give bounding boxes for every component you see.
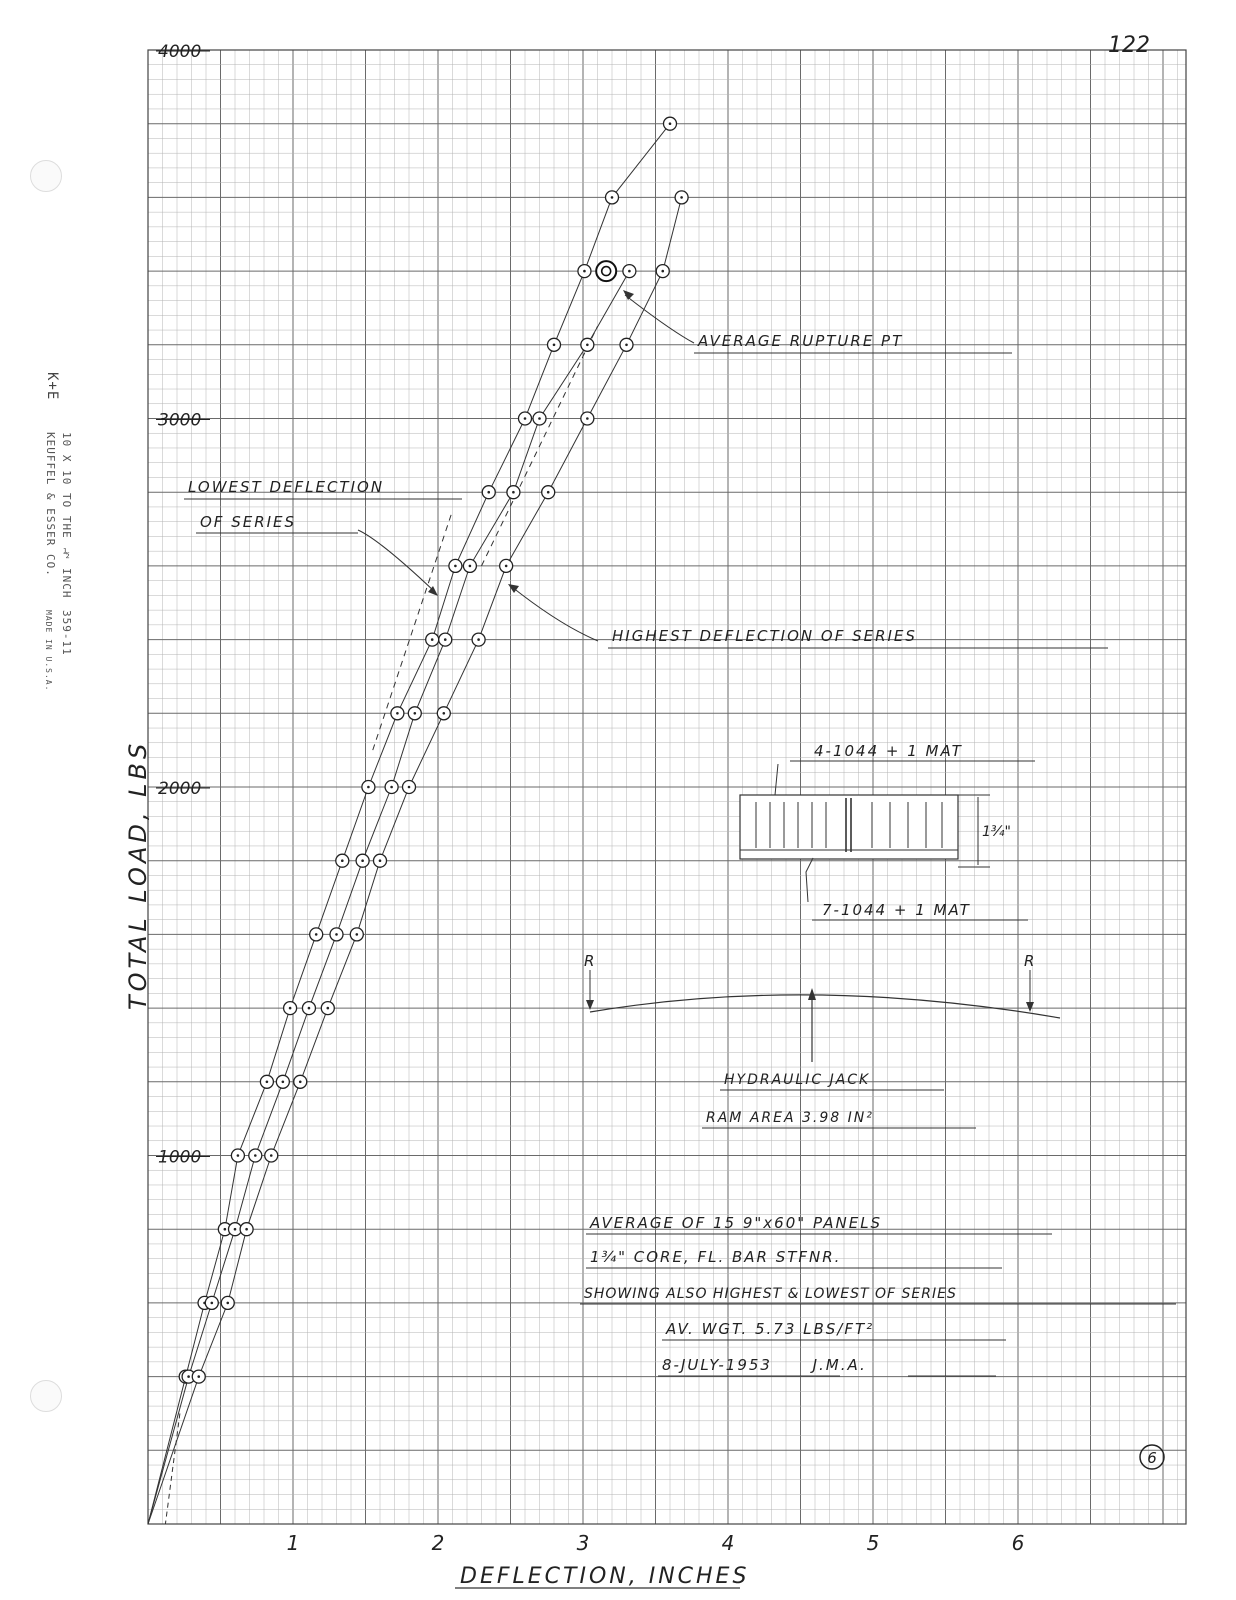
data-point-center bbox=[477, 638, 480, 641]
x-axis-label: DEFLECTION, INCHES bbox=[460, 1564, 750, 1589]
note-line-4: AV. WGT. 5.73 LBS/FT² bbox=[666, 1320, 875, 1338]
data-point-center bbox=[335, 933, 338, 936]
data-point-center bbox=[361, 859, 364, 862]
data-point-center bbox=[282, 1081, 285, 1084]
data-point-center bbox=[367, 786, 370, 789]
annotation-lowest-line2: OF SERIES bbox=[200, 513, 297, 531]
jack-label-1: HYDRAULIC JACK bbox=[724, 1072, 871, 1088]
data-point-center bbox=[443, 712, 446, 715]
page-number: 122 bbox=[1108, 33, 1150, 58]
data-point-center bbox=[187, 1375, 190, 1378]
paper-maker: KEUFFEL & ESSER CO. bbox=[44, 432, 57, 577]
paper-scale: 10 X 10 TO THE ½ INCH bbox=[60, 432, 73, 599]
section-thickness: 1¾" bbox=[982, 824, 1011, 840]
data-point-center bbox=[547, 491, 550, 494]
section-bottom-label: 7-1044 + 1 MAT bbox=[822, 901, 971, 919]
data-point-center bbox=[254, 1154, 257, 1157]
data-point-center bbox=[524, 417, 527, 420]
series-lines bbox=[148, 124, 682, 1524]
note-line-3: SHOWING ALSO HIGHEST & LOWEST OF SERIES bbox=[584, 1286, 957, 1302]
data-point-center bbox=[315, 933, 318, 936]
data-point-center bbox=[628, 270, 631, 273]
data-point-center bbox=[226, 1302, 229, 1305]
paper-code: 359-11 bbox=[60, 610, 73, 656]
data-point-center bbox=[396, 712, 399, 715]
section-top-label: 4-1044 + 1 MAT bbox=[814, 742, 963, 760]
data-point-center bbox=[505, 565, 508, 568]
paper-made-in: MADE IN U.S.A. bbox=[44, 610, 53, 692]
data-point-center bbox=[669, 122, 672, 125]
note-line-2: 1¾" CORE, FL. BAR STFNR. bbox=[590, 1248, 842, 1266]
data-point-center bbox=[299, 1081, 302, 1084]
y-axis-label: TOTAL LOAD, LBS bbox=[124, 739, 152, 1010]
reaction-left: R bbox=[584, 952, 595, 970]
data-point-center bbox=[680, 196, 683, 199]
data-point-center bbox=[454, 565, 457, 568]
sheet-number: 6 bbox=[1147, 1449, 1157, 1467]
panel-section-sketch bbox=[740, 764, 990, 902]
data-point-center bbox=[586, 417, 589, 420]
y-tick-label: 1000 bbox=[158, 1147, 202, 1168]
y-tick-label: 4000 bbox=[158, 42, 202, 62]
data-point-center bbox=[197, 1375, 200, 1378]
data-point-center bbox=[379, 859, 382, 862]
y-tick-label: 3000 bbox=[158, 410, 202, 431]
data-point-center bbox=[390, 786, 393, 789]
x-tick-label: 3 bbox=[576, 1531, 590, 1555]
note-line-1: AVERAGE OF 15 9"x60" PANELS bbox=[590, 1214, 883, 1232]
data-point-center bbox=[431, 638, 434, 641]
jack-label-2: RAM AREA 3.98 IN² bbox=[706, 1110, 874, 1126]
annotation-average-rupture: AVERAGE RUPTURE PT bbox=[698, 332, 904, 350]
data-point-center bbox=[356, 933, 359, 936]
x-tick-label: 4 bbox=[721, 1531, 735, 1555]
data-point-center bbox=[583, 270, 586, 273]
data-point-center bbox=[469, 565, 472, 568]
rupture-leader bbox=[625, 295, 694, 343]
x-tick-label: 5 bbox=[866, 1531, 880, 1555]
data-point-center bbox=[512, 491, 515, 494]
reaction-right: R bbox=[1024, 952, 1035, 970]
data-point-center bbox=[611, 196, 614, 199]
data-point-center bbox=[408, 786, 411, 789]
data-point-center bbox=[553, 344, 556, 347]
y-tick-label: 2000 bbox=[158, 779, 202, 799]
data-point-center bbox=[341, 859, 344, 862]
data-point-center bbox=[487, 491, 490, 494]
annotation-lowest-line1: LOWEST DEFLECTION bbox=[188, 478, 385, 496]
x-tick-label: 6 bbox=[1011, 1531, 1025, 1555]
data-point-center bbox=[245, 1228, 248, 1231]
data-point-center bbox=[237, 1154, 240, 1157]
data-point-center bbox=[270, 1154, 273, 1157]
data-point-center bbox=[234, 1228, 237, 1231]
data-point-center bbox=[414, 712, 417, 715]
data-point-center bbox=[625, 344, 628, 347]
note-line-5: 8-JULY-1953 J.M.A. bbox=[662, 1356, 867, 1374]
data-point-center bbox=[661, 270, 664, 273]
data-point-center bbox=[538, 417, 541, 420]
average-rupture-point bbox=[596, 261, 616, 281]
data-point-center bbox=[444, 638, 447, 641]
data-point-center bbox=[327, 1007, 330, 1010]
rupture-arrowhead bbox=[623, 290, 634, 300]
data-point-center bbox=[224, 1228, 227, 1231]
data-point-center bbox=[308, 1007, 311, 1010]
data-point-center bbox=[211, 1302, 214, 1305]
data-point-center bbox=[266, 1081, 269, 1084]
data-point-center bbox=[289, 1007, 292, 1010]
annotation-highest: HIGHEST DEFLECTION OF SERIES bbox=[612, 627, 917, 645]
paper-logo: K+E bbox=[44, 372, 60, 401]
x-tick-label: 1 bbox=[286, 1531, 300, 1555]
data-point-center bbox=[586, 344, 589, 347]
x-tick-label: 2 bbox=[431, 1531, 445, 1555]
